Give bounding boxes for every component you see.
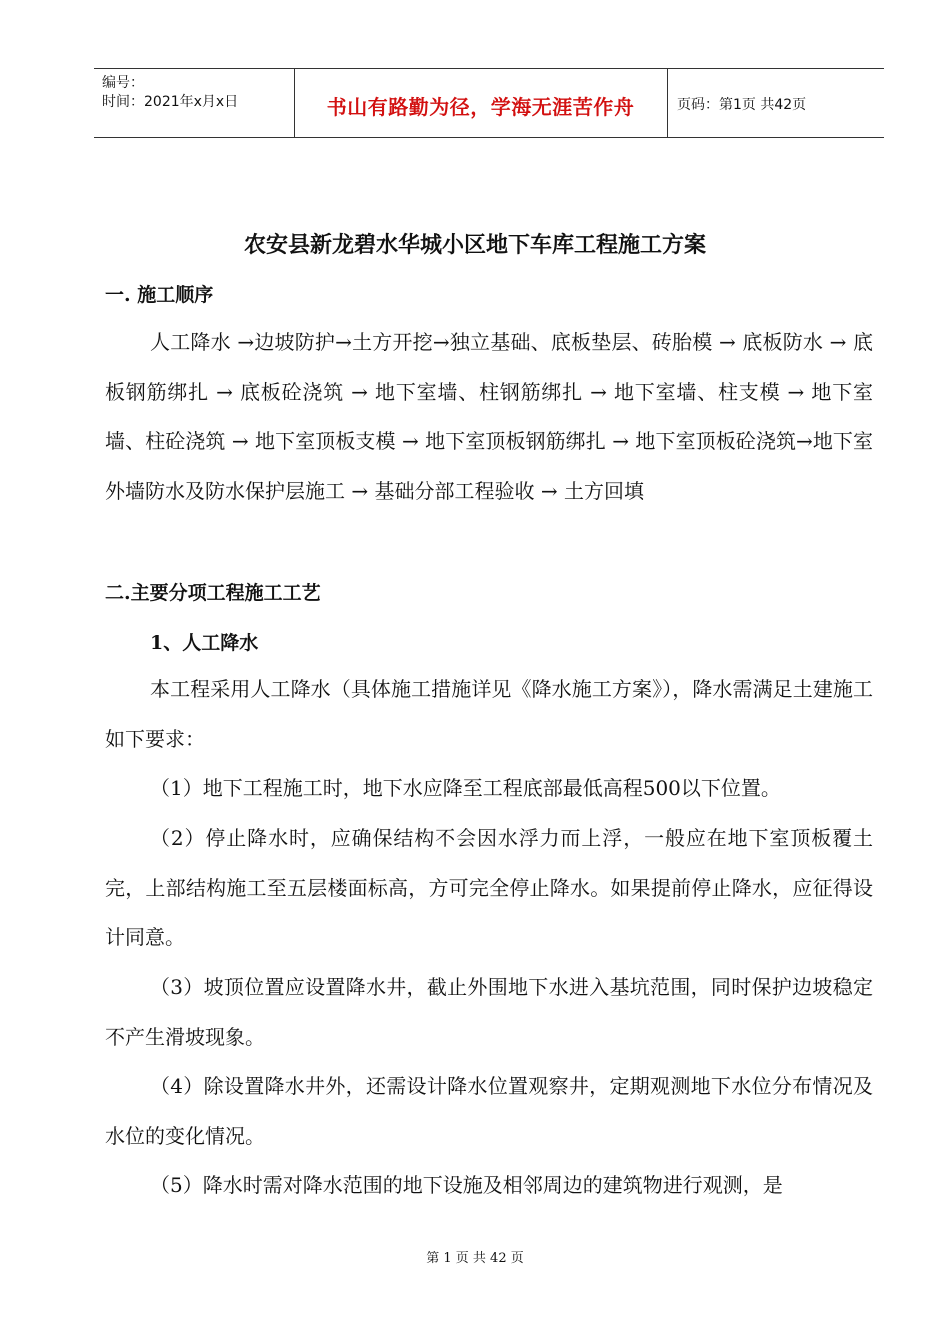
document-title: 农安县新龙碧水华城小区地下车库工程施工方案 xyxy=(243,232,706,258)
document-time-label: 时间：2021年x月x日 xyxy=(102,94,239,110)
page-footer: 第 1 页 共 42 页 xyxy=(426,1251,524,1266)
header-motto-cell xyxy=(294,69,668,137)
construction-sequence-paragraph: 人工降水 →边坡防护→土方开挖→独立基础、底板垫层、砖胎模 → 底板防水 → 底板钢筋绑扎 → 底板砼浇筑 → 地下室墙、柱钢筋绑扎 → 地下室墙、柱支模 → 地下室墙、柱砼浇筑 → 地下室顶板支模 → 地下室顶板钢筋绑扎 → 地下室顶板砼浇筑→地下室外墙防水及防水保护层施工 → 基础分部工程验收 → 土方回填 xyxy=(105,330,873,503)
requirement-item-4: （4）除设置降水井外，还需设计降水位置观察井，定期观测地下水位分布情况及水位的变化情况。 xyxy=(105,1074,873,1148)
requirement-item-5: （5）降水时需对降水范围的地下设施及相邻周边的建筑物进行观测，是 xyxy=(150,1173,783,1197)
section-heading-main-processes: 二.主要分项工程施工工艺 xyxy=(105,582,321,604)
page-header xyxy=(94,68,884,138)
dewatering-intro-paragraph: 本工程采用人工降水（具体施工措施详见《降水施工方案》），降水需满足土建施工如下要求： xyxy=(105,677,873,751)
header-page-number: 页码：第1页 共42页 xyxy=(677,97,807,113)
requirement-item-2: （2）停止降水时，应确保结构不会因水浮力而上浮，一般应在地下室顶板覆土完，上部结构施工至五层楼面标高，方可完全停止降水。如果提前停止降水，应征得设计同意。 xyxy=(105,826,873,949)
requirement-item-3: （3）坡顶位置应设置降水井，截止外围地下水进入基坑范围，同时保护边坡稳定不产生滑坡现象。 xyxy=(105,975,873,1049)
document-number-label: 编号： xyxy=(102,75,144,91)
requirement-item-1: （1）地下工程施工时，地下水应降至工程底部最低高程500以下位置。 xyxy=(150,776,781,800)
header-page-cell xyxy=(667,69,884,137)
subsection-heading-dewatering: 1、人工降水 xyxy=(150,632,259,654)
section-heading-construction-sequence: 一. 施工顺序 xyxy=(105,284,214,306)
header-motto: 书山有路勤为径，学海无涯苦作舟 xyxy=(326,95,635,119)
header-meta-cell xyxy=(94,69,295,137)
